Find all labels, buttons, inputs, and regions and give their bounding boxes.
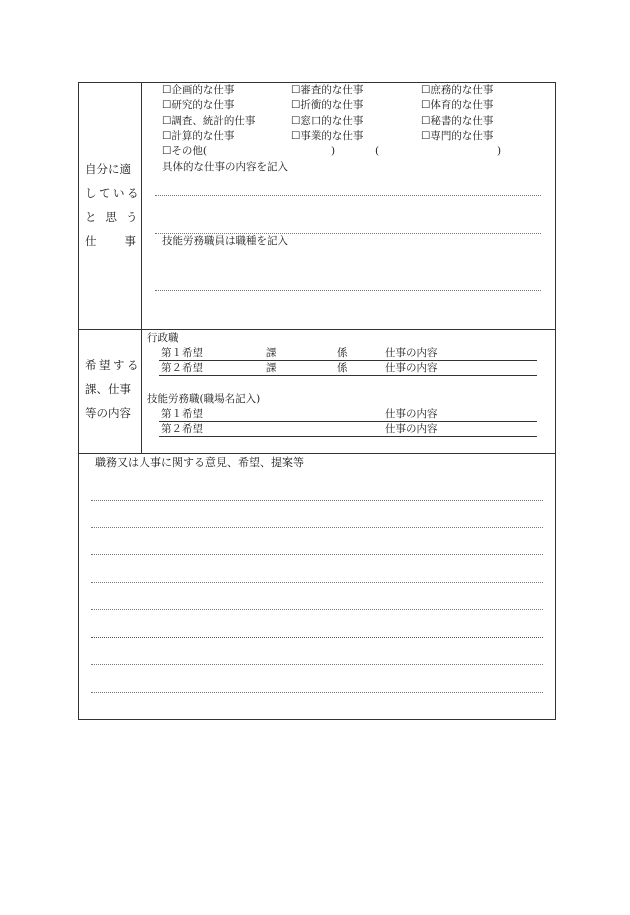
desired-label-line-2: 課、仕事 xyxy=(85,382,131,396)
desired-label-line-1: 希望する xyxy=(85,358,141,372)
labor-row-2-line[interactable] xyxy=(159,436,537,437)
opinion-write-line-5[interactable] xyxy=(91,609,543,610)
section-divider-2 xyxy=(79,453,555,454)
checkbox-secretarial[interactable] xyxy=(421,115,493,128)
checkbox-label: 折衝的な仕事 xyxy=(300,99,364,111)
labor-type-label: 技能労務職員は職種を記入 xyxy=(162,235,288,247)
admin-kakari-1: 係 xyxy=(337,347,348,359)
labor-content-1: 仕事の内容 xyxy=(385,408,438,420)
checkbox-counter[interactable] xyxy=(291,115,363,128)
checkbox-label: 研究的な仕事 xyxy=(171,99,235,111)
checkbox-calculation[interactable] xyxy=(162,130,234,143)
labor-content-2: 仕事の内容 xyxy=(385,423,438,435)
labor-choice-1: 第１希望 xyxy=(161,408,203,420)
checkbox-label: 計算的な仕事 xyxy=(171,130,235,142)
personnel-form xyxy=(78,82,556,720)
checkbox-review[interactable] xyxy=(291,84,363,97)
opinion-write-line-6[interactable] xyxy=(91,637,543,638)
admin-content-2: 仕事の内容 xyxy=(385,362,438,374)
detail-write-line-2[interactable] xyxy=(155,233,541,234)
checkbox-other-label: その他( xyxy=(171,145,208,157)
label-column-divider xyxy=(141,83,142,453)
checkbox-general-affairs[interactable] xyxy=(421,84,493,97)
aptitude-label-text: 自分に適 xyxy=(85,162,131,176)
checkbox-label: 窓口的な仕事 xyxy=(300,115,364,127)
opinion-write-line-3[interactable] xyxy=(91,554,543,555)
labor-row-1-line[interactable] xyxy=(159,421,537,422)
other-close-paren-2: ) xyxy=(497,145,502,157)
opinion-title: 職務又は人事に関する意見、希望、提案等 xyxy=(95,456,304,469)
checkbox-research[interactable] xyxy=(162,99,234,112)
checkbox-label: 庶務的な仕事 xyxy=(430,84,494,96)
admin-row-2-line[interactable] xyxy=(159,375,537,376)
admin-title: 行政職 xyxy=(147,332,179,344)
admin-choice-1: 第１希望 xyxy=(161,347,203,359)
checkbox-negotiation[interactable] xyxy=(291,99,363,112)
labor-type-write-line[interactable] xyxy=(155,290,541,291)
aptitude-label-line-2: している xyxy=(85,186,141,200)
opinion-write-line-8[interactable] xyxy=(91,692,543,693)
checkbox-planning[interactable] xyxy=(162,84,234,97)
labor-choice-2: 第２希望 xyxy=(161,423,203,435)
labor-title: 技能労務職(職場名記入) xyxy=(147,393,261,405)
checkbox-label: 専門的な仕事 xyxy=(430,130,494,142)
admin-kakari-2: 係 xyxy=(337,362,348,374)
aptitude-label-line-3: と思う xyxy=(85,210,147,224)
admin-ka-1: 課 xyxy=(266,347,277,359)
section-divider-1 xyxy=(79,329,555,330)
detail-write-line-1[interactable] xyxy=(155,195,541,196)
checkbox-survey-statistics[interactable] xyxy=(162,115,255,128)
checkbox-physical[interactable] xyxy=(421,99,493,112)
checkbox-business[interactable] xyxy=(291,130,363,143)
checkbox-label: 企画的な仕事 xyxy=(171,84,235,96)
opinion-write-line-4[interactable] xyxy=(91,582,543,583)
checkbox-label: 調査、統計的仕事 xyxy=(171,115,256,127)
desired-label-line-3: 等の内容 xyxy=(85,406,131,420)
opinion-write-line-2[interactable] xyxy=(91,527,543,528)
aptitude-label-line-4: 仕事 xyxy=(85,234,164,248)
opinion-write-line-1[interactable] xyxy=(91,500,543,501)
checkbox-label: 審査的な仕事 xyxy=(300,84,364,96)
other-close-paren: ) xyxy=(331,145,336,157)
admin-content-1: 仕事の内容 xyxy=(385,347,438,359)
checkbox-label: 事業的な仕事 xyxy=(300,130,364,142)
checkbox-label: 秘書的な仕事 xyxy=(430,115,494,127)
admin-choice-2: 第２希望 xyxy=(161,362,203,374)
detail-label: 具体的な仕事の内容を記入 xyxy=(162,161,288,173)
admin-ka-2: 課 xyxy=(266,362,277,374)
other-open-paren-2: ( xyxy=(375,145,380,157)
checkbox-specialist[interactable] xyxy=(421,130,493,143)
admin-row-1-line[interactable] xyxy=(159,360,537,361)
checkbox-other[interactable] xyxy=(162,145,207,158)
checkbox-label: 体育的な仕事 xyxy=(430,99,494,111)
opinion-write-line-7[interactable] xyxy=(91,664,543,665)
aptitude-label-line-1 xyxy=(85,161,137,177)
